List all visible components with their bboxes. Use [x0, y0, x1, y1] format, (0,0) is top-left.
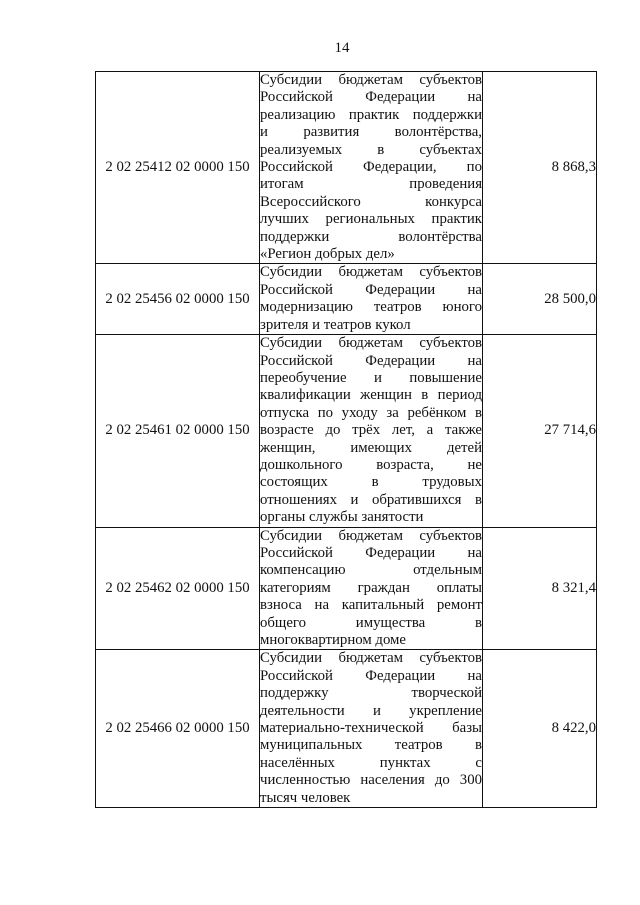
budget-code-cell: 2 02 25412 02 0000 150 — [96, 72, 260, 264]
description-line: отношениях и обратившихся в — [260, 491, 482, 508]
table-row — [96, 650, 597, 808]
amount-cell: 8 868,3 — [483, 72, 597, 264]
description-line: дошкольного возраста, не — [260, 456, 482, 473]
description-line: Субсидии бюджетам субъектов — [260, 264, 482, 281]
budget-table-body — [96, 72, 597, 808]
description-cell — [260, 72, 483, 264]
description-line: Российской Федерации на — [260, 89, 482, 106]
description-cell — [260, 527, 483, 650]
amount-cell: 28 500,0 — [483, 264, 597, 335]
description-line: переобучение и повышение — [260, 369, 482, 386]
amount-cell: 8 321,4 — [483, 527, 597, 650]
page-number: 14 — [334, 40, 350, 56]
description-line: многоквартирном доме — [260, 632, 406, 648]
description-line: деятельности и укрепление — [260, 702, 482, 719]
amount-cell: 27 714,6 — [483, 335, 597, 527]
budget-code-cell: 2 02 25456 02 0000 150 — [96, 264, 260, 335]
budget-code-cell: 2 02 25466 02 0000 150 — [96, 650, 260, 808]
description-line: Субсидии бюджетам субъектов — [260, 335, 482, 352]
description-line: женщин, имеющих детей — [260, 439, 482, 456]
description-cell — [260, 650, 483, 808]
description-line: компенсацию отдельным — [260, 562, 482, 579]
description-line: Российской Федерации на — [260, 544, 482, 561]
description-line: квалификации женщин в период — [260, 387, 482, 404]
description-line: итогам проведения — [260, 176, 482, 193]
description-line: состоящих в трудовых — [260, 474, 482, 491]
description-line: взноса на капитальный ремонт — [260, 597, 482, 614]
description-line: поддержки волонтёрства — [260, 228, 482, 245]
description-line: Российской Федерации на — [260, 667, 482, 684]
description-line: реализацию практик поддержки — [260, 106, 482, 123]
description-line: возрасте до трёх лет, а также — [260, 422, 482, 439]
description-cell — [260, 335, 483, 527]
description-line: Российской Федерации на — [260, 352, 482, 369]
description-line: реализуемых в субъектах — [260, 141, 482, 158]
amount-cell: 8 422,0 — [483, 650, 597, 808]
description-line: численностью населения до 300 — [260, 772, 482, 789]
table-row — [96, 527, 597, 650]
table-row — [96, 335, 597, 527]
description-line: лучших региональных практик — [260, 211, 482, 228]
description-line: категориям граждан оплаты — [260, 579, 482, 596]
description-line: Российской Федерации на — [260, 281, 482, 298]
description-line: поддержку творческой — [260, 685, 482, 702]
description-line: органы службы занятости — [260, 509, 424, 526]
description-line: и развития волонтёрства, — [260, 124, 482, 141]
budget-code-cell: 2 02 25462 02 0000 150 — [96, 527, 260, 650]
description-line: Российской Федерации, по — [260, 159, 482, 176]
description-line: модернизацию театров юного — [260, 299, 482, 316]
description-line: отпуска по уходу за ребёнком в — [260, 404, 482, 421]
description-line: Субсидии бюджетам субъектов — [260, 72, 482, 88]
description-line: «Регион добрых дел» — [260, 246, 395, 263]
description-line: общего имущества в — [260, 614, 482, 631]
description-line: Субсидии бюджетам субъектов — [260, 527, 482, 544]
description-line: Всероссийского конкурса — [260, 193, 482, 210]
budget-table — [95, 71, 597, 808]
description-line: Субсидии бюджетам субъектов — [260, 650, 482, 667]
table-row — [96, 72, 597, 264]
description-cell — [260, 264, 483, 335]
description-line: материально-технической базы — [260, 720, 482, 737]
description-line: тысяч человек — [260, 789, 351, 806]
description-line: зрителя и театров кукол — [260, 316, 411, 333]
description-line: населённых пунктах с — [260, 754, 482, 771]
description-line: муниципальных театров в — [260, 737, 482, 754]
budget-code-cell: 2 02 25461 02 0000 150 — [96, 335, 260, 527]
table-row — [96, 264, 597, 335]
